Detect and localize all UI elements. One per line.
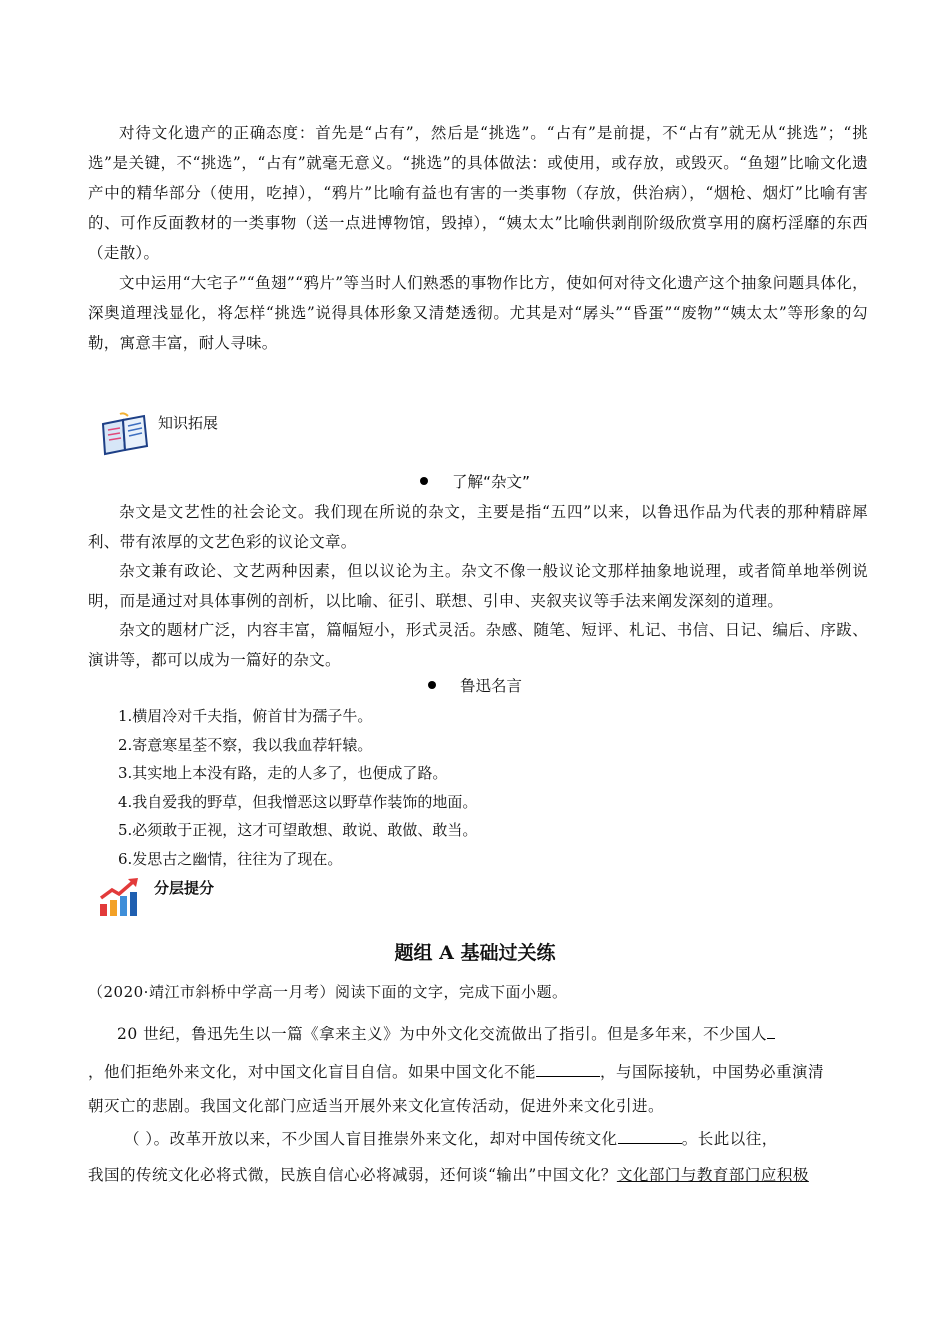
topic-quotes-heading [0, 674, 950, 696]
passage-line-3: 朝灭亡的悲剧。我国文化部门应适当开展外来文化宣传活动，促进外来文化引进。 [88, 1097, 665, 1115]
passage-line-2 [88, 1060, 824, 1082]
group-a-title: 题组 A 基础过关练 [394, 942, 556, 964]
analysis-paragraph-1: 对待文化遗产的正确态度：首先是“占有”，然后是“挑选”。“占有”是前提，不“占有”就无从“挑选”；“挑选”是关键，不“挑选”，“占有”就毫无意义。“挑选”的具体做法：或使用，或存放，或毁灭。“鱼翅”比喻文化遗产中的精华部分（使用，吃掉），“鸦片”比喻有益也有害的一类事物（存放，供治病），“烟枪、烟灯”比喻有害的、可作反面教材的一类事物（送一点进博物馆，毁掉），“姨太太”比喻供剥削阶级欣赏享用的腐朽淫靡的东西（走散）。 [88, 124, 868, 262]
quote-item: 5.必须敢于正视，这才可望敢想、敢说、敢做、敢当。 [118, 821, 478, 840]
open-book-icon [100, 410, 150, 458]
practice-section-title: 分层提分 [154, 878, 215, 897]
analysis-text [88, 118, 868, 358]
passage-line-2b-text: ，与国际接轨，中国势必重演清 [600, 1063, 825, 1081]
bullet-dot-icon [428, 681, 436, 689]
topic-zawen-heading [0, 470, 950, 492]
bullet-dot-icon [420, 477, 428, 485]
zawen-paragraph-2: 杂文兼有政论、文艺两种因素，但以议论为主。杂文不像一般议论文那样抽象地说理，或者简单地举例说明，而是通过对具体事例的剖析，以比喻、征引、联想、引申、夹叙夹议等手法来阐发深刻的道理。 [88, 562, 868, 610]
quote-list [118, 702, 477, 874]
passage-line-4a-text: （ ）。改革开放以来，不少国人盲目推崇外来文化，却对中国传统文化 [124, 1130, 618, 1148]
passage-line-2a-text: ，他们拒绝外来文化，对中国文化盲目自信。如果中国文化不能 [88, 1063, 537, 1081]
zawen-paragraph-3: 杂文的题材广泛，内容丰富，篇幅短小，形式灵活。杂感、随笔、短评、札记、书信、日记、编后、序跋、演讲等，都可以成为一篇好的杂文。 [88, 621, 868, 669]
growth-chart-icon [98, 876, 142, 918]
passage-line-4b-text: 。长此以往， [681, 1130, 778, 1148]
passage-line-4 [124, 1127, 778, 1149]
quote-item: 4.我自爱我的野草，但我憎恶这以野草作装饰的地面。 [118, 792, 478, 811]
answer-blank-2[interactable] [536, 1060, 600, 1077]
passage-line-5a-text: 我国的传统文化必将式微，民族自信心必将减弱，还何谈“输出”中国文化？ [88, 1166, 617, 1184]
passage-line-1 [117, 1022, 775, 1044]
answer-blank-1[interactable] [767, 1022, 775, 1039]
quote-item: 2.寄意寒星荃不察，我以我血荐轩辕。 [118, 735, 373, 754]
practice-section-header [98, 876, 214, 918]
knowledge-section-title: 知识拓展 [158, 413, 219, 432]
answer-blank-3[interactable] [618, 1127, 682, 1144]
passage-line-1-text: 20 世纪，鲁迅先生以一篇《拿来主义》为中外文化交流做出了指引。但是多年来，不少国人 [117, 1025, 768, 1043]
topic-quotes-title: 鲁迅名言 [459, 677, 522, 695]
quote-item: 3.其实地上本没有路，走的人多了，也便成了路。 [118, 764, 448, 783]
quote-item: 1.横眉冷对千夫指，俯首甘为孺子牛。 [118, 707, 373, 725]
passage-line-5 [88, 1163, 809, 1185]
analysis-paragraph-2: 文中运用“大宅子”“鱼翅”“鸦片”等当时人们熟悉的事物作比方，使如何对待文化遗产这个抽象问题具体化，深奥道理浅显化，将怎样“挑选”说得具体形象又清楚透彻。尤其是对“孱头”“昏蛋”“废物”“姨太太”等形象的勾勒，寓意丰富，耐人寻味。 [88, 274, 868, 352]
topic-zawen-title: 了解“杂文” [451, 473, 531, 491]
question-source: （2020·靖江市斜桥中学高一月考）阅读下面的文字，完成下面小题。 [88, 983, 568, 1001]
knowledge-section-header [100, 410, 218, 458]
zawen-text [88, 498, 868, 675]
zawen-paragraph-1: 杂文是文艺性的社会论文。我们现在所说的杂文，主要是指“五四”以来，以鲁迅作品为代表的那种精辟犀利、带有浓厚的文艺色彩的议论文章。 [88, 503, 868, 551]
underlined-sentence: 文化部门与教育部门应积极 [616, 1166, 809, 1184]
quote-item: 6.发思古之幽情，往往为了现在。 [118, 849, 343, 868]
